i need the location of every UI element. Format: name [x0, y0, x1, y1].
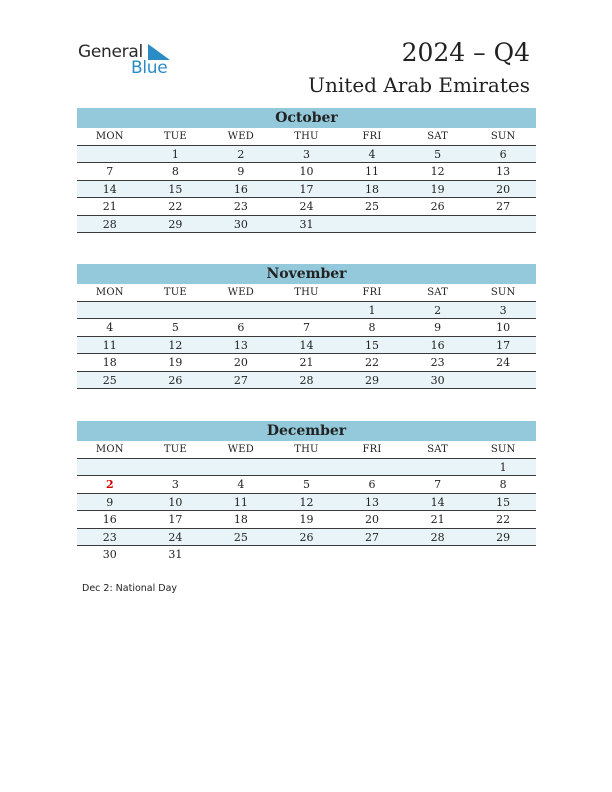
- week-row: [77, 163, 536, 181]
- day-cell: 20: [365, 513, 380, 526]
- day-cell: 6: [499, 147, 507, 161]
- empty-day-cell: [77, 146, 143, 163]
- empty-day-cell: [208, 546, 274, 564]
- day-cell: 4: [368, 147, 376, 161]
- day-cell: 19: [299, 513, 314, 526]
- day-cell: 30: [430, 373, 445, 387]
- day-cell: 16: [102, 513, 117, 526]
- day-cell: 15: [496, 495, 511, 509]
- weekday-label: WED: [227, 287, 254, 298]
- day-cell: 9: [434, 321, 442, 334]
- weekday-label: FRI: [362, 131, 382, 142]
- week-row: [77, 319, 536, 337]
- day-cell: 1: [499, 460, 507, 474]
- logo-word-general: General: [78, 42, 143, 62]
- logo: [78, 42, 188, 82]
- day-cell: 20: [496, 182, 511, 196]
- day-cell: 9: [106, 495, 114, 509]
- week-row: [77, 216, 536, 234]
- weekday-label: MON: [95, 287, 124, 298]
- day-cell: 9: [237, 165, 245, 178]
- day-cell: 28: [299, 373, 314, 387]
- day-cell: 23: [102, 530, 117, 544]
- day-cell: 11: [365, 165, 380, 178]
- weekday-label: SAT: [427, 131, 448, 142]
- day-cell: 29: [168, 217, 183, 231]
- day-cell: 18: [233, 513, 248, 526]
- day-cell: 7: [434, 478, 442, 491]
- day-cell: 17: [496, 338, 511, 352]
- day-cell: 10: [168, 495, 183, 509]
- weekday-label: SAT: [427, 287, 448, 298]
- day-cell: 21: [430, 513, 445, 526]
- page-title: 2024 – Q4: [401, 38, 530, 67]
- day-cell: 4: [106, 321, 114, 334]
- empty-day-cell: [274, 459, 340, 476]
- day-cell: 29: [496, 530, 511, 544]
- day-cell: 8: [499, 478, 507, 491]
- weekday-label: FRI: [362, 444, 382, 455]
- day-cell: 2: [105, 478, 114, 491]
- day-cell: 15: [365, 338, 380, 352]
- day-cell: 19: [168, 356, 183, 369]
- week-row: [77, 302, 536, 320]
- day-cell: 3: [499, 303, 507, 317]
- empty-day-cell: [339, 546, 405, 564]
- empty-day-cell: [143, 302, 209, 319]
- day-cell: 16: [430, 338, 445, 352]
- day-cell: 12: [168, 338, 183, 352]
- empty-day-cell: [339, 216, 405, 233]
- day-cell: 2: [237, 147, 245, 161]
- day-cell: 11: [233, 495, 248, 509]
- day-cell: 27: [496, 200, 511, 213]
- weekday-header-row: [77, 128, 536, 146]
- week-row: [77, 372, 536, 390]
- day-cell: 19: [430, 182, 445, 196]
- week-row: [77, 337, 536, 355]
- month-name: December: [77, 421, 536, 441]
- day-cell: 22: [365, 356, 380, 369]
- weekday-label: SUN: [490, 444, 516, 455]
- day-cell: 4: [237, 478, 245, 491]
- empty-day-cell: [208, 459, 274, 476]
- day-cell: 24: [299, 200, 314, 213]
- day-cell: 15: [168, 182, 183, 196]
- empty-day-cell: [470, 546, 536, 564]
- week-row: [77, 546, 536, 564]
- day-cell: 6: [237, 321, 245, 334]
- weekday-label: THU: [294, 444, 319, 455]
- day-cell: 28: [102, 217, 117, 231]
- weekday-label: WED: [227, 131, 254, 142]
- day-cell: 28: [430, 530, 445, 544]
- day-cell: 3: [302, 147, 310, 161]
- day-cell: 30: [233, 217, 248, 231]
- logo-word-blue: Blue: [131, 58, 168, 78]
- month-october: [77, 108, 536, 233]
- day-cell: 24: [168, 530, 183, 544]
- empty-day-cell: [405, 216, 471, 233]
- day-cell: 6: [368, 478, 376, 491]
- day-cell: 14: [102, 182, 117, 196]
- day-cell: 2: [434, 303, 442, 317]
- week-row: [77, 146, 536, 164]
- weekday-header-row: [77, 441, 536, 459]
- day-cell: 13: [233, 338, 248, 352]
- week-row: [77, 494, 536, 512]
- day-cell: 25: [233, 530, 248, 544]
- day-cell: 13: [365, 495, 380, 509]
- empty-day-cell: [208, 302, 274, 319]
- weekday-label: MON: [95, 444, 124, 455]
- day-cell: 27: [365, 530, 380, 544]
- weekday-label: TUE: [163, 131, 187, 142]
- empty-day-cell: [77, 459, 143, 476]
- empty-day-cell: [274, 302, 340, 319]
- day-cell: 16: [233, 182, 248, 196]
- day-cell: 12: [299, 495, 314, 509]
- day-cell: 26: [168, 373, 183, 387]
- day-cell: 7: [106, 165, 114, 178]
- day-cell: 10: [299, 165, 314, 178]
- day-cell: 25: [102, 373, 117, 387]
- day-cell: 11: [102, 338, 117, 352]
- week-row: [77, 459, 536, 477]
- day-cell: 27: [233, 373, 248, 387]
- day-cell: 1: [368, 303, 376, 317]
- day-cell: 17: [299, 182, 314, 196]
- empty-day-cell: [77, 302, 143, 319]
- day-cell: 31: [299, 217, 314, 231]
- day-cell: 25: [365, 200, 380, 213]
- weekday-label: TUE: [163, 287, 187, 298]
- day-cell: 26: [430, 200, 445, 213]
- day-cell: 22: [168, 200, 183, 213]
- day-cell: 20: [233, 356, 248, 369]
- day-cell: 22: [496, 513, 511, 526]
- empty-day-cell: [274, 546, 340, 564]
- day-cell: 7: [302, 321, 310, 334]
- month-november: [77, 264, 536, 389]
- week-row: [77, 476, 536, 494]
- day-cell: 5: [434, 147, 442, 161]
- day-cell: 18: [365, 182, 380, 196]
- day-cell: 13: [496, 165, 511, 178]
- weekday-label: SUN: [490, 131, 516, 142]
- weekday-label: WED: [227, 444, 254, 455]
- day-cell: 30: [102, 548, 117, 561]
- weekday-header-row: [77, 284, 536, 302]
- week-row: [77, 511, 536, 529]
- day-cell: 14: [299, 338, 314, 352]
- day-cell: 14: [430, 495, 445, 509]
- day-cell: 8: [368, 321, 376, 334]
- weekday-label: SUN: [490, 287, 516, 298]
- day-cell: 10: [496, 321, 511, 334]
- day-cell: 17: [168, 513, 183, 526]
- weekday-label: THU: [294, 287, 319, 298]
- week-row: [77, 181, 536, 199]
- day-cell: 12: [430, 165, 445, 178]
- day-cell: 18: [102, 356, 117, 369]
- day-cell: 31: [168, 548, 183, 561]
- week-row: [77, 198, 536, 216]
- empty-day-cell: [470, 372, 536, 389]
- day-cell: 23: [233, 200, 248, 213]
- day-cell: 21: [299, 356, 314, 369]
- weekday-label: MON: [95, 131, 124, 142]
- holiday-note: Dec 2: National Day: [82, 583, 178, 594]
- empty-day-cell: [405, 459, 471, 476]
- week-row: [77, 529, 536, 547]
- week-row: [77, 354, 536, 372]
- weekday-label: TUE: [163, 444, 187, 455]
- day-cell: 23: [430, 356, 445, 369]
- month-name: November: [77, 264, 536, 284]
- day-cell: 29: [365, 373, 380, 387]
- empty-day-cell: [339, 459, 405, 476]
- empty-day-cell: [470, 216, 536, 233]
- month-name: October: [77, 108, 536, 128]
- day-cell: 1: [171, 147, 179, 161]
- country-name: United Arab Emirates: [308, 73, 530, 97]
- day-cell: 3: [171, 478, 179, 491]
- day-cell: 5: [302, 478, 310, 491]
- weekday-label: THU: [294, 131, 319, 142]
- day-cell: 21: [102, 200, 117, 213]
- day-cell: 26: [299, 530, 314, 544]
- weekday-label: SAT: [427, 444, 448, 455]
- day-cell: 24: [496, 356, 511, 369]
- month-december: [77, 421, 536, 564]
- day-cell: 5: [171, 321, 179, 334]
- empty-day-cell: [143, 459, 209, 476]
- weekday-label: FRI: [362, 287, 382, 298]
- day-cell: 8: [171, 165, 179, 178]
- empty-day-cell: [405, 546, 471, 564]
